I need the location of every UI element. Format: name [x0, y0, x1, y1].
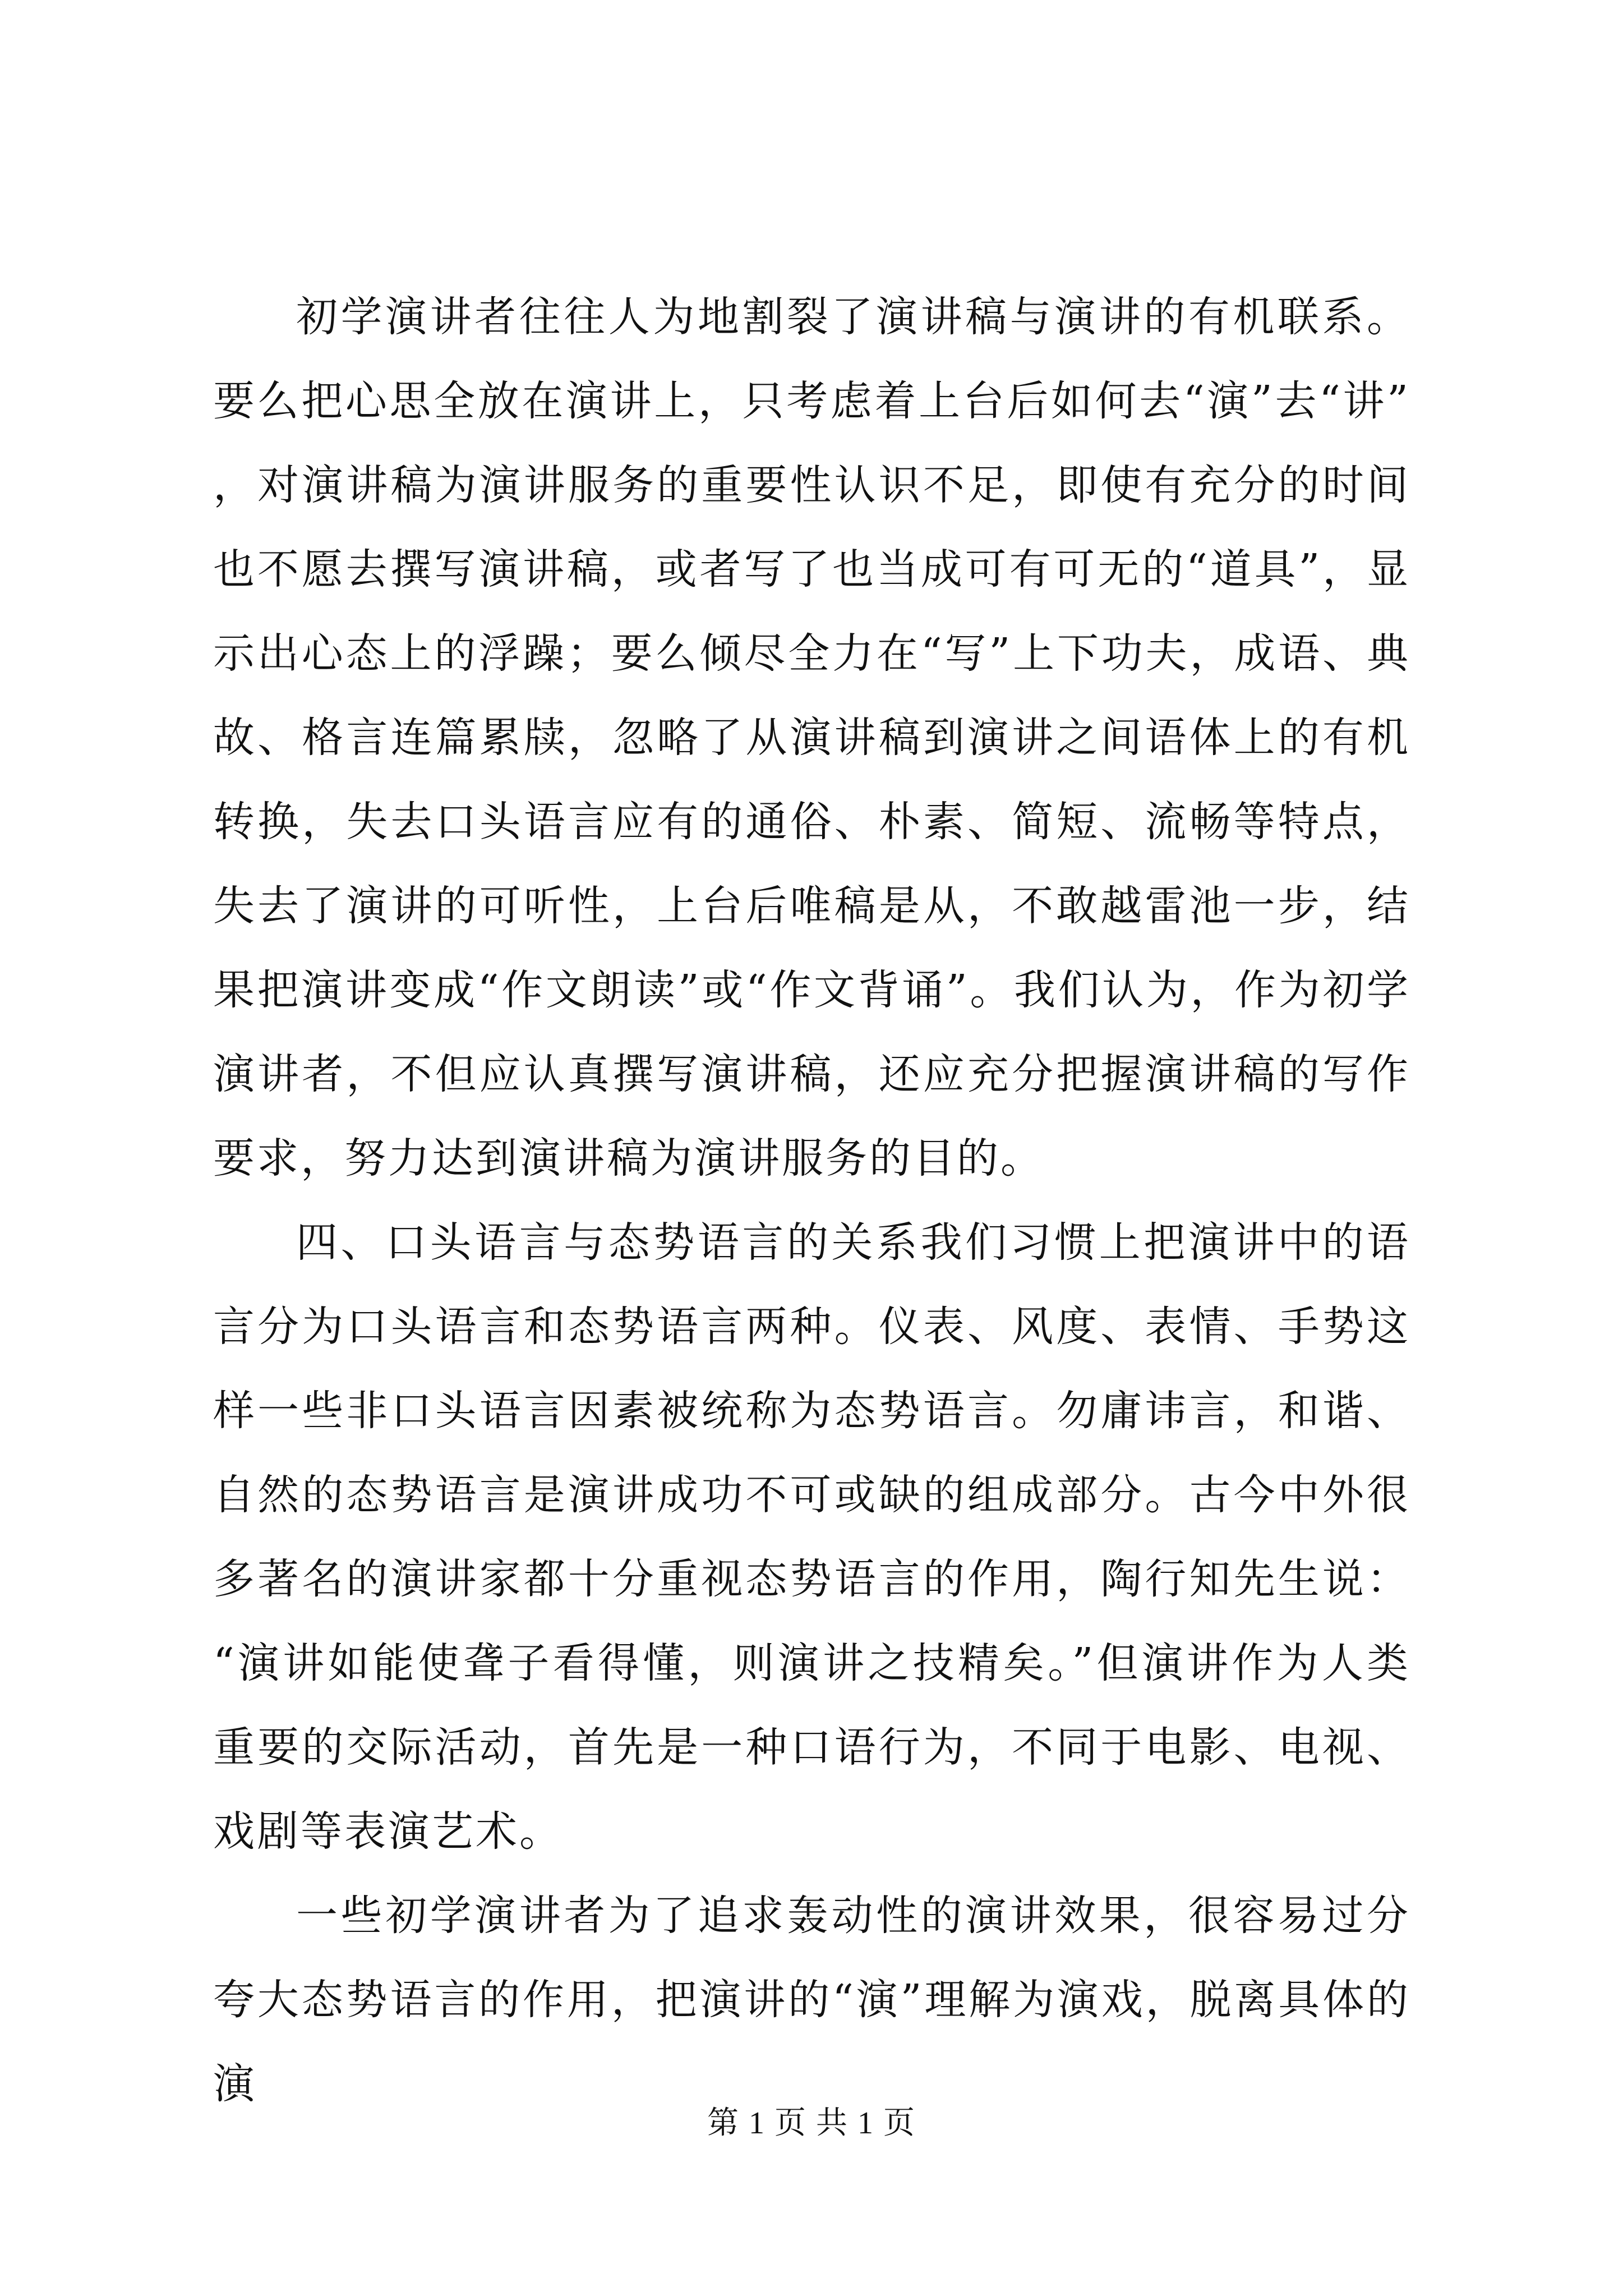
- page-number-label: 第 1 页 共 1 页: [707, 2106, 916, 2141]
- paragraph-3: 一些初学演讲者为了追求轰动性的演讲效果，很容易过分夸大态势语言的作用，把演讲的“演”理解为演戏，脱离具体的演: [213, 1892, 1410, 2108]
- paragraph-1: 初学演讲者往往人为地割裂了演讲稿与演讲的有机联系。要么把心思全放在演讲上，只考虑着上台后如何去“演”去“讲”，对演讲稿为演讲服务的重要性认识不足，即使有充分的时间也不愿去撰写演讲稿，或者写了也当成可有可无的“道具”，显示出心态上的浮躁；要么倾尽全力在“写”上下功夫，成语、典故、格言连篇累牍，忽略了从演讲稿到演讲之间语体上的有机转换，失去口头语言应有的通俗、朴素、简短、流畅等特点，失去了演讲的可听性，上台后唯稿是从，不敢越雷池一步，结果把演讲变成“作文朗读”或“作文背诵”。我们认为，作为初学演讲者，不但应认真撰写演讲稿，还应充分把握演讲稿的写作要求，努力达到演讲稿为演讲服务的目的。: [213, 293, 1410, 1182]
- page-footer: [0, 2101, 1623, 2146]
- paragraph-2: 四、口头语言与态势语言的关系我们习惯上把演讲中的语言分为口头语言和态势语言两种。仪表、风度、表情、手势这样一些非口头语言因素被统称为态势语言。勿庸讳言，和谐、自然的态势语言是演讲成功不可或缺的组成部分。古今中外很多著名的演讲家都十分重视态势语言的作用，陶行知先生说：“演讲如能使聋子看得懂，则演讲之技精矣。”但演讲作为人类重要的交际活动，首先是一种口语行为，不同于电影、电视、戏剧等表演艺术。: [213, 1218, 1410, 1856]
- document-body: [213, 275, 1410, 2126]
